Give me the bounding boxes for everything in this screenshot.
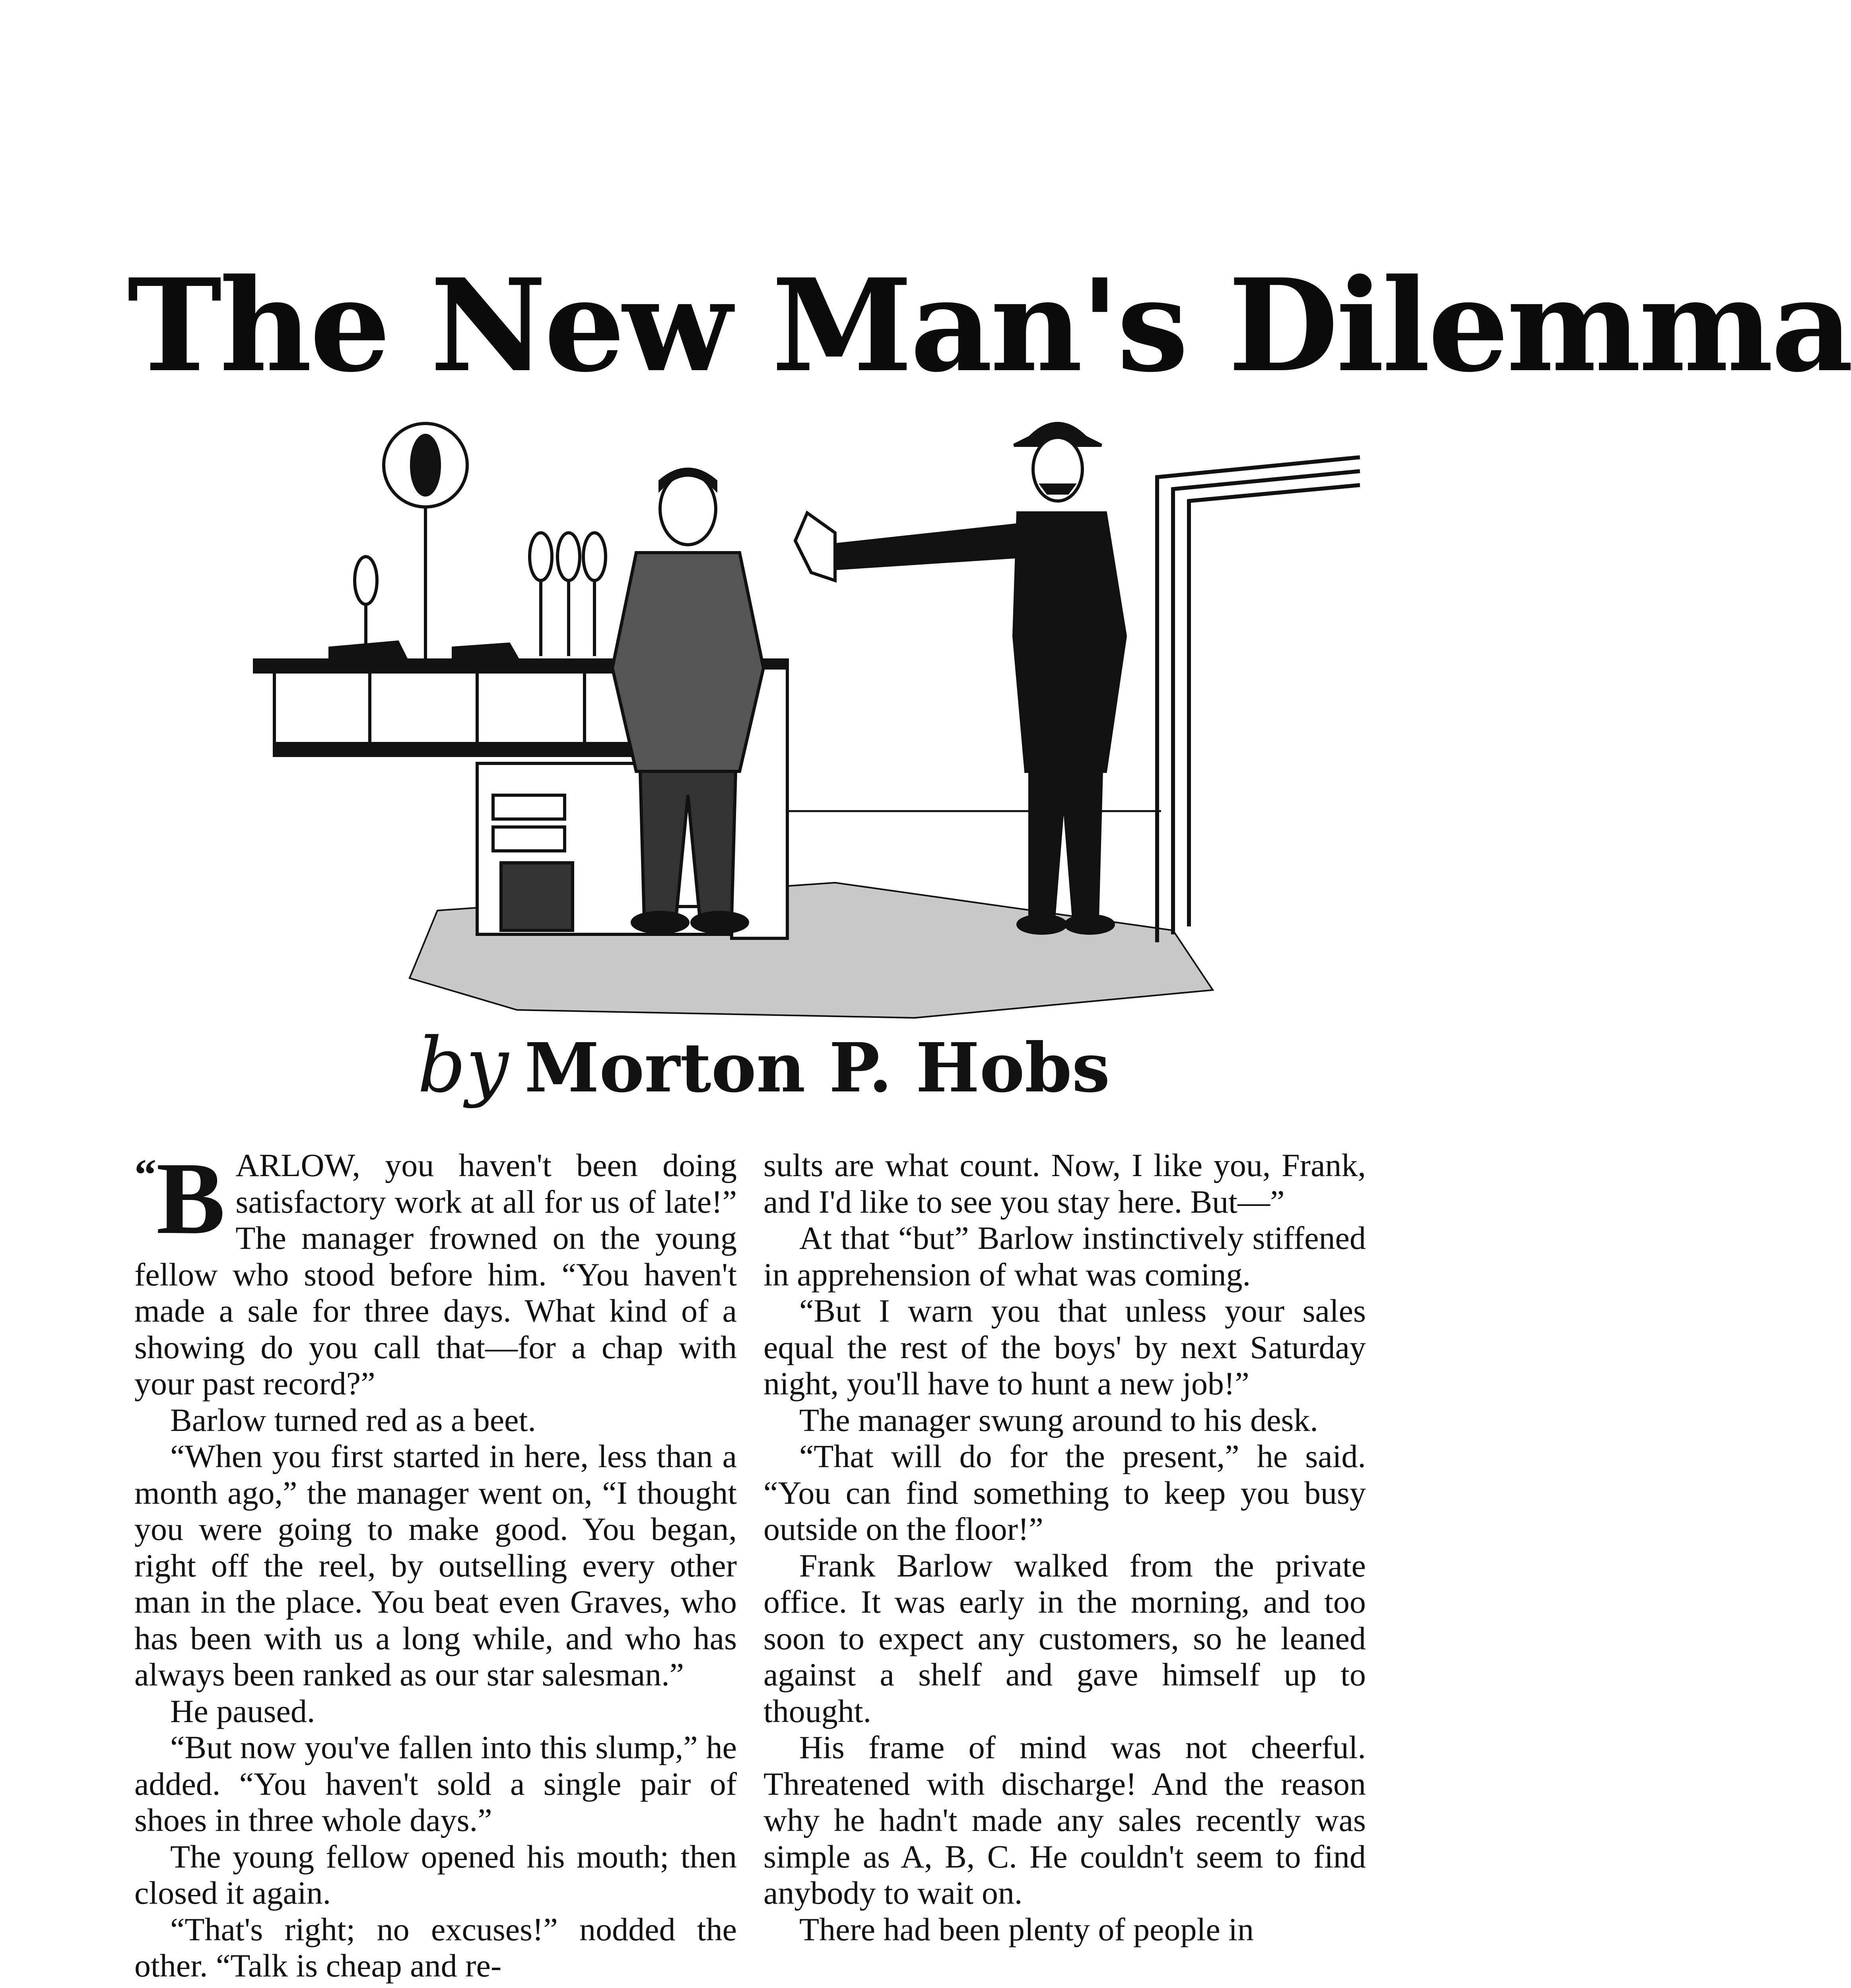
paragraph: The young fellow opened his mouth; then closed it again. (134, 1838, 737, 1911)
paragraph: sults are what count. Now, I like you, Frank, and I'd like to see you stay here. But—” (763, 1147, 1366, 1220)
paragraph: “That will do for the present,” he said. “You can find something to keep you busy outside on the floor!” (763, 1438, 1366, 1547)
paragraph: Frank Barlow walked from the private office. It was early in the morning, and too soon to expect any customers, so he leaned against a shelf and gave himself up to thought. (763, 1547, 1366, 1729)
door-frame (1157, 457, 1360, 942)
byline-prefix: by (418, 1021, 509, 1109)
opening-text: ARLOW, you haven't been doing satisfactory work at all for us of late!” The manager frowned on the young fellow who stood before him. “You haven't made a sale for three days. What kind of a showing do you call that—for a chap with your past record?” (134, 1147, 737, 1402)
text-column-right (763, 1147, 1366, 1988)
shoe-display (330, 423, 606, 660)
paragraph: The manager swung around to his desk. (799, 1402, 1318, 1438)
paragraph: At that “but” Barlow instinctively stiffened in apprehension of what was coming. (763, 1220, 1366, 1293)
opening-paragraph (134, 1141, 737, 1402)
paragraph: There had been plenty of people in (799, 1911, 1254, 1947)
paragraph: “But I warn you that unless your sales equal the rest of the boys' by next Saturday night, you'll have to hunt a new job!” (763, 1293, 1366, 1402)
story-title: The New Man's Dilemma (127, 251, 1851, 400)
author-name: Morton P. Hobs (524, 1028, 1110, 1108)
drop-cap-quote: “ (134, 1150, 156, 1199)
paragraph: Barlow turned red as a beet. (170, 1402, 536, 1438)
manager-figure (795, 423, 1125, 933)
drop-cap-letter: B (156, 1141, 225, 1256)
text-column-left (134, 1141, 737, 1988)
paragraph: “But now you've fallen into this slump,” he added. “You haven't sold a single pair of shoes in three whole days.” (134, 1729, 737, 1838)
story-illustration (239, 414, 1360, 1038)
byline (418, 1018, 1110, 1113)
paragraph: “That's right; no excuses!” nodded the other. “Talk is cheap and re- (134, 1911, 737, 1984)
drop-cap (134, 1141, 225, 1256)
paragraph: He paused. (170, 1693, 315, 1729)
paragraph: “When you first started in here, less than a month ago,” the manager went on, “I thought you were going to make good. You began, right off the reel, by outselling every other man in the place. You beat even Graves, who has been with us a long while, and who has always been ranked as our star salesman.” (134, 1438, 737, 1693)
paragraph: His frame of mind was not cheerful. Threatened with discharge! And the reason why he hadn't made any sales recently was simple as A, B, C. He couldn't seem to find anybody to wait on. (763, 1729, 1366, 1911)
